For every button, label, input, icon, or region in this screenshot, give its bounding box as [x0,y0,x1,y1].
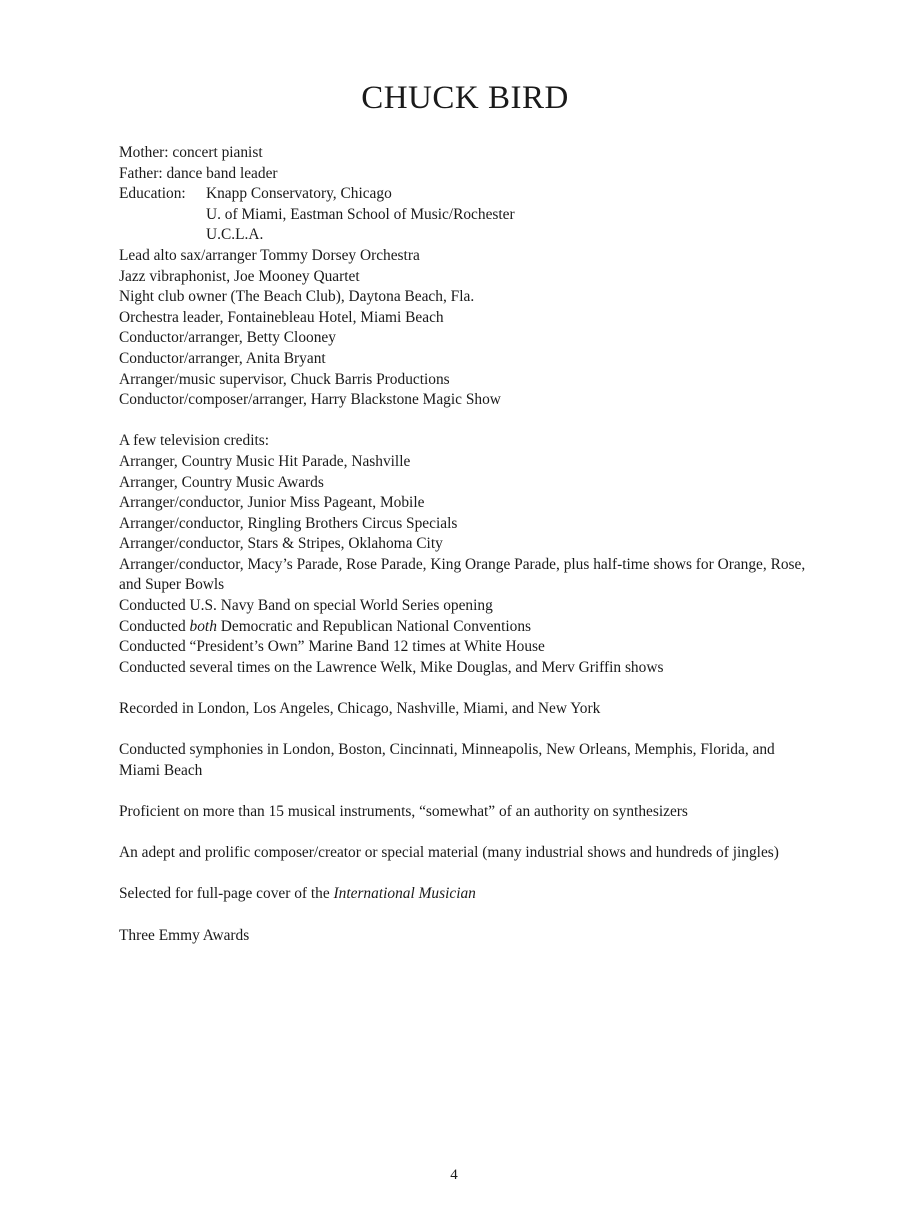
page-number: 4 [450,1167,458,1183]
career-role: Conductor/arranger, Betty Clooney [119,329,336,347]
tv-credit: Arranger/conductor, Ringling Brothers Circus Specials [119,514,458,532]
bio-content [119,143,809,946]
tv-credit: Arranger, Country Music Awards [119,473,324,491]
tv-credit: Conducted U.S. Navy Band on special World Series opening [119,597,493,615]
tv-credit: Arranger, Country Music Hit Parade, Nashville [119,452,411,470]
father-line: Father: dance band leader [119,164,278,182]
composer-paragraph: An adept and prolific composer/creator or special material (many industrial shows and hundreds of jingles) [119,844,779,862]
education-label: Education: [119,185,186,203]
mother-line: Mother: concert pianist [119,144,263,161]
cover-line [119,884,809,905]
career-role: Conductor/arranger, Anita Bryant [119,349,326,367]
tv-credit-conventions [119,617,809,638]
career-role: Lead alto sax/arranger Tommy Dorsey Orchestra [119,246,420,264]
education-item: U. of Miami, Eastman School of Music/Rochester [206,205,515,223]
awards-line: Three Emmy Awards [119,926,250,944]
tv-credit: Conducted several times on the Lawrence Welk, Mike Douglas, and Merv Griffin shows [119,658,664,676]
career-role: Night club owner (The Beach Club), Daytona Beach, Fla. [119,288,475,306]
page-title: CHUCK BIRD [361,80,569,116]
instruments-line: Proficient on more than 15 musical instruments, “somewhat” of an authority on synthesizers [119,803,688,820]
conventions-emphasis: both [189,617,217,635]
tv-credit: Arranger/conductor, Junior Miss Pageant, Mobile [119,494,425,512]
cover-text: Selected for full-page cover of the [119,885,334,903]
education-item: U.C.L.A. [206,226,264,244]
conventions-text: Democratic and Republican National Conventions [216,617,532,635]
symphonies-paragraph: Conducted symphonies in London, Boston, Cincinnati, Minneapolis, New Orleans, Memphis, Florida, and Miami Beach [119,741,775,779]
tv-credit: Arranger/conductor, Macy’s Parade, Rose Parade, King Orange Parade, plus half-time shows for Orange, Rose, and Super Bowls [119,555,806,594]
tv-credit: Conducted “President’s Own” Marine Band 12 times at White House [119,638,545,656]
tv-credit: Arranger/conductor, Stars & Stripes, Oklahoma City [119,535,443,553]
education-item: Knapp Conservatory, Chicago [206,185,392,203]
recorded-line: Recorded in London, Los Angeles, Chicago, Nashville, Miami, and New York [119,700,601,718]
career-role: Arranger/music supervisor, Chuck Barris Productions [119,370,450,388]
career-role: Conductor/composer/arranger, Harry Blackstone Magic Show [119,391,501,409]
conventions-text: Conducted [119,617,190,635]
publication-title: International Musician [333,885,476,903]
tv-credits-heading: A few television credits: [119,432,270,450]
career-role: Jazz vibraphonist, Joe Mooney Quartet [119,267,360,285]
education-row [119,184,809,205]
career-role: Orchestra leader, Fontainebleau Hotel, Miami Beach [119,308,444,326]
